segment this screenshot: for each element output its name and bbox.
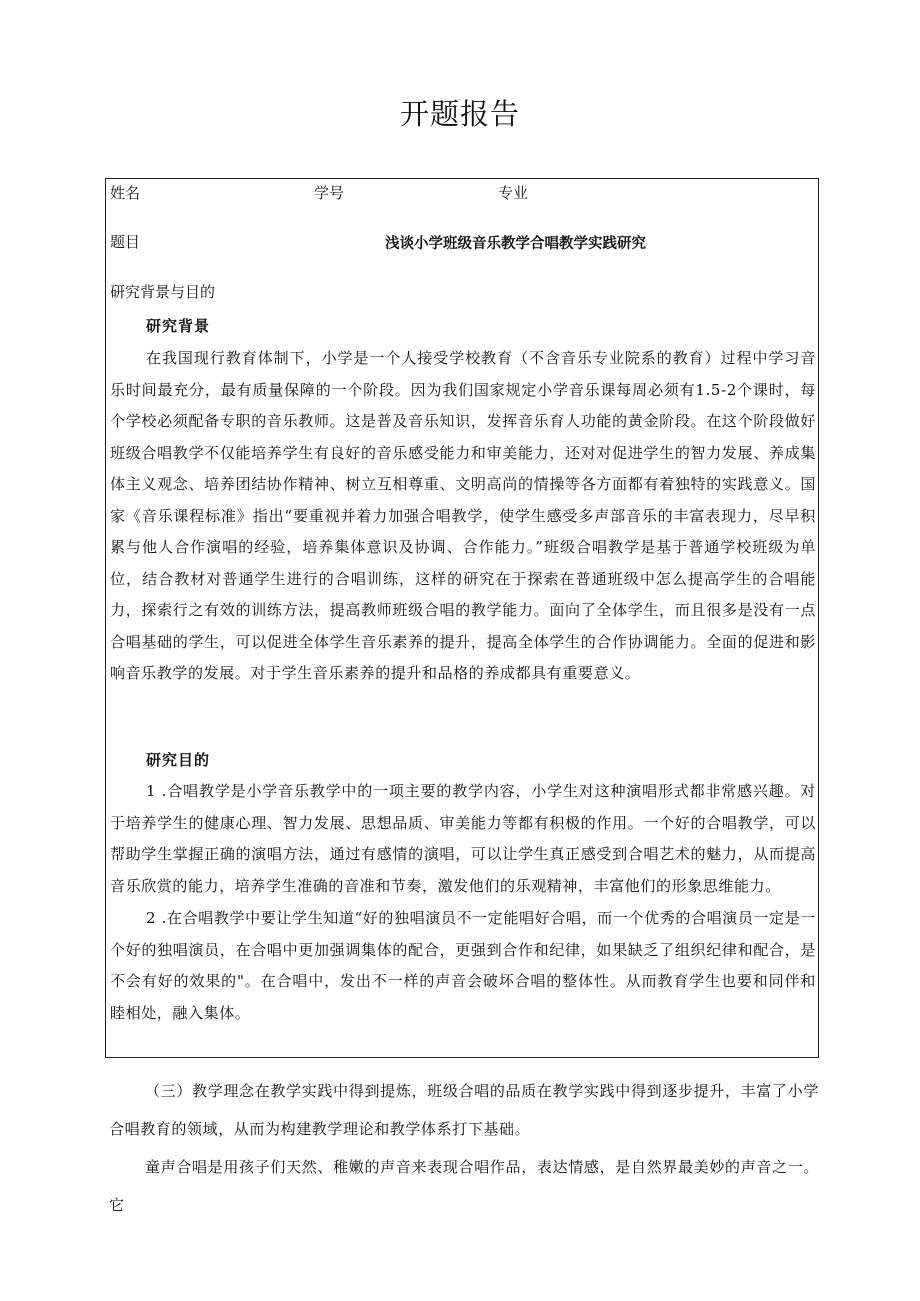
report-form <box>105 178 819 1058</box>
body-paragraph-1: （三）教学理念在教学实践中得到提炼，班级合唱的品质在教学实践中得到逐步提升，丰富了小学合唱教育的领域，从而为构建教学理论和教学体系打下基础。 <box>109 1082 819 1138</box>
purpose-paragraph-1: 1 .合唱教学是小学音乐教学中的一项主要的教学内容，小学生对这种演唱形式都非常感兴趣。对于培养学生的健康心理、智力发展、思想品质、审美能力等都有积极的作用。一个好的合唱教学，可以帮助学生掌握正确的演唱方法，通过有感情的演唱，可以让学生真正感受到合唱艺术的魅力，从而提高音乐欣赏的能力，培养学生准确的音准和节奏，激发他们的乐观精神，丰富他们的形象思维能力。 <box>110 782 816 895</box>
name-label: 姓名 <box>110 184 141 202</box>
topic-title: 浅谈小学班级音乐教学合唱教学实践研究 <box>385 235 646 252</box>
page-title: 开题报告 <box>399 97 520 131</box>
major-label: 专业 <box>498 184 529 202</box>
topic-label: 题目 <box>110 233 141 251</box>
section-label: 研究背景与目的 <box>110 283 216 301</box>
purpose-paragraph-2: 2 .在合唱教学中要让学生知道“好的独唱演员不一定能唱好合唱，而一个优秀的合唱演员一定是一个好的独唱演员，在合唱中更加强调集体的配合，更强到合作和纪律，如果缺乏了组织纪律和配合，是不会有好的效果的"。在合唱中，发出不一样的声音会破坏合唱的整体性。从而教育学生也要和同伴和睦相处，融入集体。 <box>110 909 816 1022</box>
body-paragraph-2: 童声合唱是用孩子们天然、稚嫩的声音来表现合唱作品，表达情感，是自然界最美妙的声音之一。它 <box>109 1158 819 1214</box>
purpose-heading: 研究目的 <box>146 751 211 769</box>
background-heading: 研究背景 <box>146 317 211 335</box>
student-id-label: 学号 <box>314 184 345 202</box>
background-paragraph: 在我国现行教育体制下，小学是一个人接受学校教育（不含音乐专业院系的教育）过程中学习音乐时间最充分，最有质量保障的一个阶段。因为我们国家规定小学音乐课每周必须有1.5-2个课时，每个学校必须配备专职的音乐教师。这是普及音乐知识，发挥音乐育人功能的黄金阶段。在这个阶段做好班级合唱教学不仅能培养学生有良好的音乐感受能力和审美能力，还对对促进学生的智力发展、养成集体主义观念、培养团结协作精神、树立互相尊重、文明高尚的情操等各方面都有着独特的实践意义。国家《音乐课程标准》指出“要重视并着力加强合唱教学，使学生感受多声部音乐的丰富表现力，尽早积累与他人合作演唱的经验，培养集体意识及协调、合作能力。”班级合唱教学是基于普通学校班级为单位，结合教材对普通学生进行的合唱训练，这样的研究在于探索在普通班级中怎么提高学生的合唱能力，探索行之有效的训练方法，提高教师班级合唱的教学能力。面向了全体学生，而且很多是没有一点合唱基础的学生，可以促进全体学生音乐素养的提升，提高全体学生的合作协调能力。全面的促进和影响音乐教学的发展。对于学生音乐素养的提升和品格的养成都具有重要意义。 <box>110 349 816 682</box>
